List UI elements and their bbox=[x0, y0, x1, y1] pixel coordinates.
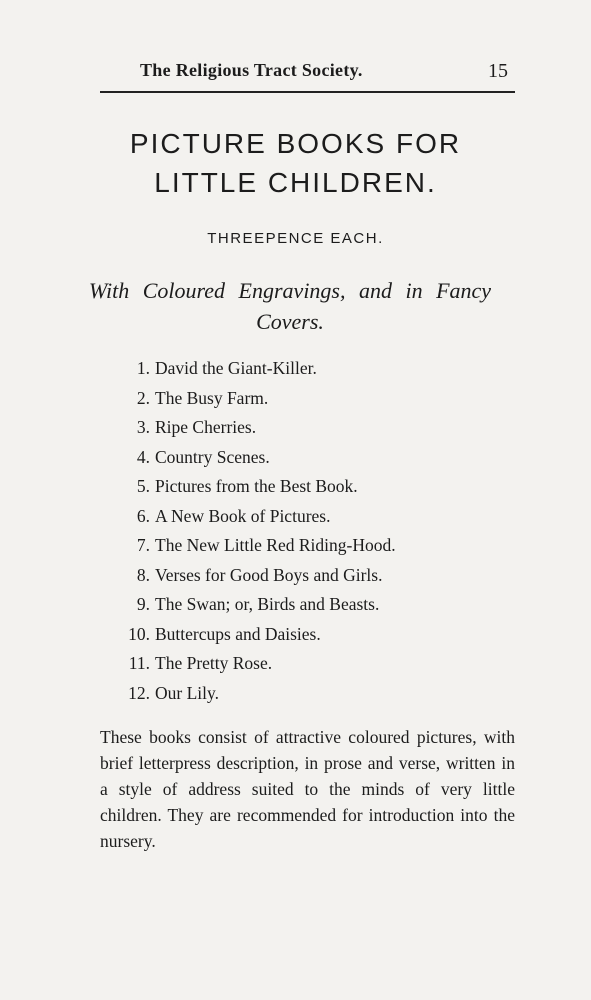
item-number: 11. bbox=[128, 653, 150, 673]
item-title: The New Little Red Riding-Hood. bbox=[155, 535, 396, 555]
item-title: Verses for Good Boys and Girls. bbox=[155, 564, 383, 585]
running-title: The Religious Tract Society. bbox=[140, 60, 363, 80]
price-heading: THREEPENCE EACH. bbox=[207, 230, 384, 247]
item-title: Buttercups and Daisies. bbox=[155, 623, 321, 644]
item-number: 2. bbox=[136, 387, 150, 408]
item-number: 8. bbox=[136, 564, 150, 585]
item-number: 5. bbox=[136, 476, 150, 496]
item-title: A New Book of Pictures. bbox=[155, 505, 331, 526]
list-item bbox=[100, 594, 520, 624]
list-item bbox=[100, 624, 520, 654]
list-item bbox=[100, 358, 520, 388]
item-title: The Busy Farm. bbox=[155, 387, 269, 408]
item-number: 6. bbox=[136, 505, 150, 526]
running-head bbox=[100, 56, 518, 86]
list-item bbox=[100, 447, 520, 477]
list-item bbox=[100, 506, 520, 536]
item-number: 4. bbox=[136, 446, 150, 467]
list-item bbox=[100, 653, 520, 683]
page-title-line-1: PICTURE BOOKS FOR bbox=[129, 128, 462, 159]
item-title: Our Lily. bbox=[155, 682, 219, 703]
item-number: 1. bbox=[136, 358, 150, 378]
item-title: Pictures from the Best Book. bbox=[155, 476, 358, 496]
book-list bbox=[100, 358, 520, 712]
item-number: 3. bbox=[136, 417, 150, 437]
item-number: 12. bbox=[128, 682, 150, 703]
list-item bbox=[100, 417, 520, 447]
item-number: 7. bbox=[136, 535, 150, 555]
item-number: 9. bbox=[136, 594, 150, 614]
page-number: 15 bbox=[488, 60, 508, 82]
subtitle: With Coloured Engravings, and in Fancy Covers. bbox=[88, 278, 492, 334]
description-paragraph: These books consist of attractive coloured pictures, with brief letterpress description, in prose and verse, written in a style of address suited to the minds of very little children. They are recommended for introduction into the nursery. bbox=[100, 727, 515, 851]
item-title: David the Giant-Killer. bbox=[155, 358, 317, 378]
item-title: The Swan; or, Birds and Beasts. bbox=[155, 594, 380, 614]
list-item bbox=[100, 535, 520, 565]
item-number: 10. bbox=[128, 623, 150, 644]
item-title: Ripe Cherries. bbox=[155, 417, 257, 437]
list-item bbox=[100, 683, 520, 713]
item-title: Country Scenes. bbox=[155, 446, 270, 467]
list-item bbox=[100, 388, 520, 418]
page-title-line-2: LITTLE CHILDREN. bbox=[154, 167, 437, 198]
header-rule bbox=[100, 91, 515, 93]
list-item bbox=[100, 565, 520, 595]
item-title: The Pretty Rose. bbox=[155, 653, 273, 673]
list-item bbox=[100, 476, 520, 506]
